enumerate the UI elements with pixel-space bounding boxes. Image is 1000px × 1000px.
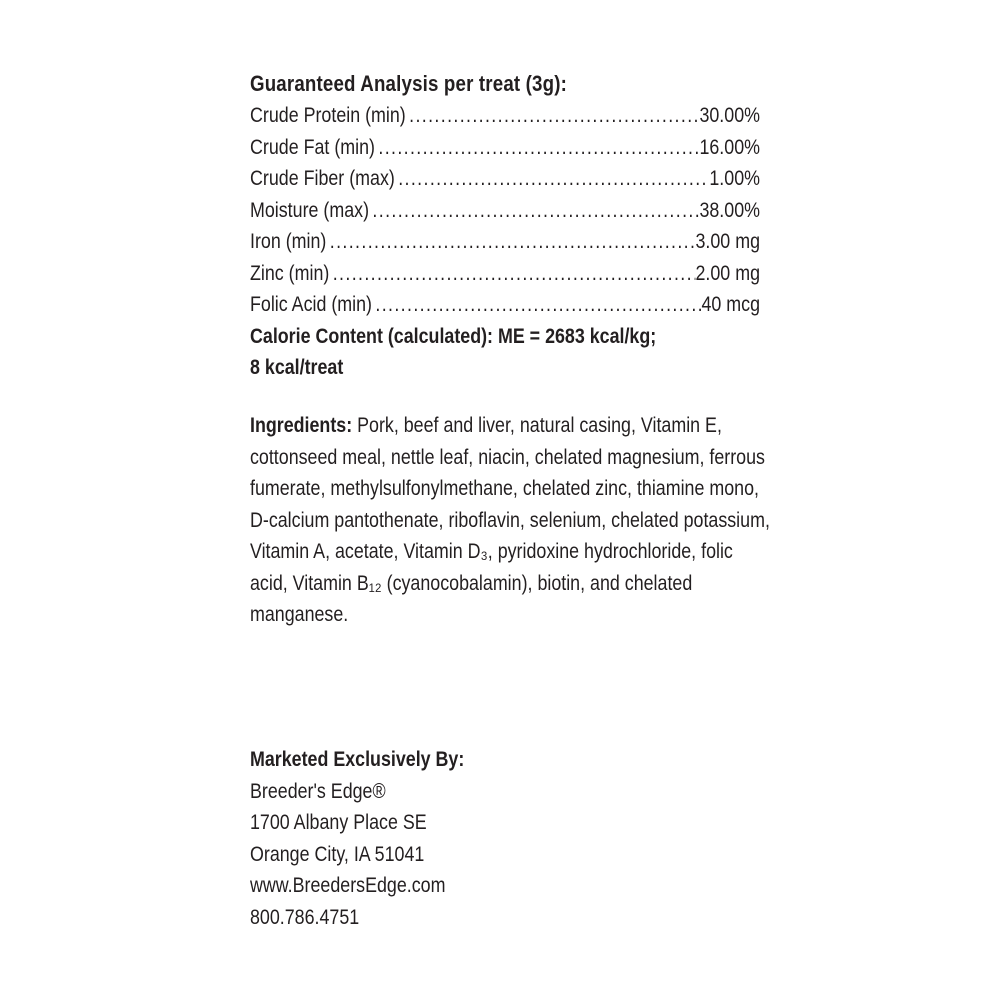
ingredients-section xyxy=(250,410,775,631)
nutrient-name: Crude Fat (min) xyxy=(250,135,375,159)
marketed-by-heading: Marketed Exclusively By: xyxy=(250,748,465,771)
dotted-leader xyxy=(326,226,695,258)
nutrient-value: 40 mcg xyxy=(701,293,760,316)
nutrient-value: 1.00% xyxy=(709,167,760,190)
nutrient-value: 3.00 mg xyxy=(695,230,760,253)
nutrient-value: 2.00 mg xyxy=(695,261,760,285)
calorie-content-line1: Calorie Content (calculated): ME = 2683 kcal/kg; xyxy=(250,324,657,348)
nutrient-name: Folic Acid (min) xyxy=(250,293,373,316)
nutrient-name: Iron (min) xyxy=(250,230,327,253)
nutrient-name: Moisture (max) xyxy=(250,198,370,222)
street-address: 1700 Albany Place SE xyxy=(250,811,427,834)
analysis-row-zinc xyxy=(250,258,760,290)
guaranteed-analysis-heading: Guaranteed Analysis per treat (3g): xyxy=(250,71,568,96)
nutrient-value: 16.00% xyxy=(699,135,760,159)
dotted-leader xyxy=(329,258,695,290)
analysis-row-crude-protein xyxy=(250,100,760,132)
nutrient-name: Crude Protein (min) xyxy=(250,104,406,127)
nutrient-value: 30.00% xyxy=(699,104,760,127)
website-url: www.BreedersEdge.com xyxy=(250,874,446,897)
analysis-row-moisture xyxy=(250,195,760,227)
nutrient-name: Crude Fiber (max) xyxy=(250,167,395,190)
analysis-row-iron xyxy=(250,226,760,258)
ingredients-text: Pork, beef and liver, natural casing, Vitamin E, cottonseed meal, nettle leaf, niacin, chelated magnesium, ferrous fumerate, methylsulfonylmethane, chelated zinc, thiamine mono, D-calcium pantothenate, riboflavin, selenium, chelated potassium, Vitamin A, acetate, Vitamin D₃, pyridoxine hydrochloride, folic acid, Vitamin B₁₂ (cyanocobalamin), biotin, and chelated manganese. xyxy=(250,414,770,626)
city-state-zip: Orange City, IA 51041 xyxy=(250,842,425,866)
analysis-row-crude-fat xyxy=(250,132,760,164)
dotted-leader xyxy=(369,195,699,227)
nutrient-name: Zinc (min) xyxy=(250,261,330,285)
analysis-row-folic-acid xyxy=(250,289,760,321)
calorie-content-line2: 8 kcal/treat xyxy=(250,356,344,379)
label-content-column xyxy=(250,0,777,1000)
nutrient-value: 38.00% xyxy=(699,198,760,222)
phone-number: 800.786.4751 xyxy=(250,905,360,929)
dotted-leader xyxy=(406,100,700,132)
guaranteed-analysis-section xyxy=(250,68,760,384)
dotted-leader xyxy=(375,132,699,164)
dotted-leader xyxy=(372,289,701,321)
analysis-row-crude-fiber xyxy=(250,163,760,195)
ingredients-label: Ingredients: xyxy=(250,414,353,437)
marketed-by-section xyxy=(250,744,760,933)
ingredients-paragraph xyxy=(250,410,775,631)
dotted-leader xyxy=(395,163,710,195)
brand-name: Breeder's Edge® xyxy=(250,779,386,803)
